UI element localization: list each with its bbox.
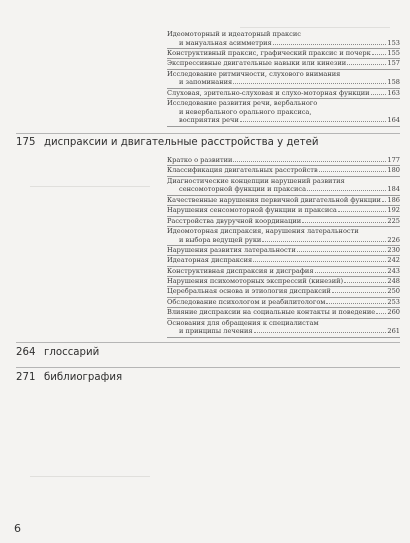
toc-leader — [302, 222, 386, 223]
toc-leader — [254, 332, 387, 333]
bleed-through-line — [30, 476, 150, 477]
toc-leader — [382, 201, 386, 202]
toc-entry-text: и выбора ведущей руки — [179, 235, 262, 244]
toc-entry-text: Нарушения сенсомоторной функции и праксиса — [167, 206, 337, 215]
toc-page: 164 — [387, 116, 400, 125]
toc-leader — [332, 292, 387, 293]
toc-entry-text: Конструктивный праксис, графический праксис и почерк — [167, 48, 371, 57]
toc-page: 158 — [387, 78, 400, 87]
toc-entry-text: Основания для обращения к специалистам — [167, 318, 319, 327]
toc-entry-text: Нарушения развития латеральности — [167, 245, 296, 254]
section-title: глоссарий — [44, 347, 100, 358]
toc-leader — [233, 83, 386, 84]
toc-entry-text: Кратко о развитии — [167, 156, 233, 164]
toc-entry-text: Идеомоторный и идеаторный праксис — [167, 30, 301, 38]
toc-entry-text: сенсомоторной функции и праксиса — [179, 185, 306, 194]
toc-leader — [253, 261, 386, 262]
toc-leader — [319, 171, 387, 172]
toc-entry-text: Исследование ритмичности, слухового внимания — [167, 69, 341, 78]
toc-entry — [167, 217, 400, 227]
toc-entry-text: Расстройства двуручной координации — [167, 216, 302, 225]
toc-page: 157 — [387, 59, 400, 68]
toc-leader — [347, 64, 386, 65]
toc-page: 250 — [387, 287, 400, 296]
toc-entry — [167, 319, 400, 338]
toc-entry-text: и мануальная асимметрия — [179, 38, 272, 47]
chapter-divider — [16, 133, 400, 134]
toc-leader — [372, 54, 387, 55]
toc-leader — [326, 303, 386, 304]
toc-leader — [344, 282, 386, 283]
toc-page: 180 — [387, 166, 400, 175]
toc-page: 184 — [387, 185, 400, 194]
toc-entry — [167, 70, 400, 89]
toc-page: 163 — [387, 88, 400, 97]
toc-entry — [167, 166, 400, 176]
chapter-page-number: 175 — [16, 137, 36, 148]
toc-entry — [167, 298, 400, 308]
toc-entry-text: Слуховая, зрительно-слуховая и слухо-моторная функции — [167, 88, 370, 97]
toc-entry — [167, 256, 400, 266]
toc-entry-text: и запоминания — [179, 78, 233, 87]
section-page-number: 271 — [16, 372, 36, 383]
toc-entry-text: Диагностические концепции нарушений развития — [167, 176, 345, 185]
bleed-through-line — [240, 27, 390, 28]
toc-page: 192 — [387, 206, 400, 215]
toc-entry-text: и невербального орального праксиса, — [179, 107, 312, 116]
toc-leader — [297, 251, 387, 252]
toc-entry-text: Идеомоторная диспраксия, нарушения латеральности — [167, 226, 359, 235]
toc-page: 153 — [387, 38, 400, 47]
toc-page: 155 — [387, 48, 400, 57]
toc-leader — [262, 241, 386, 242]
toc-leader — [307, 190, 386, 191]
toc-page: 260 — [387, 308, 400, 317]
toc-entry — [167, 177, 400, 196]
section-divider — [16, 367, 400, 368]
toc-entry — [167, 49, 400, 59]
toc-page: 230 — [387, 245, 400, 254]
toc-entry-text: Исследование развития речи, вербального — [167, 99, 318, 108]
toc-entry-text: Классификация двигательных расстройств — [167, 166, 318, 175]
section-title: библиография — [44, 372, 123, 383]
toc-page: 242 — [387, 256, 400, 265]
toc-entry — [167, 156, 400, 166]
toc-page: 253 — [387, 297, 400, 306]
toc-entry — [167, 246, 400, 256]
toc-page: 177 — [387, 156, 400, 164]
toc-page: 225 — [387, 216, 400, 225]
toc-entry-text: Конструктивная диспраксия и дисграфия — [167, 266, 314, 275]
toc-entry — [167, 267, 400, 277]
chapter-title: диспраксии и двигательные расстройства у детей — [44, 137, 319, 148]
toc-entry-text: восприятия речи — [179, 116, 239, 125]
toc-entry-text: Экспрессивные двигательные навыки или кинезии — [167, 59, 347, 68]
toc-leader — [273, 44, 387, 45]
toc-page: 226 — [387, 235, 400, 244]
toc-leader — [371, 94, 387, 95]
bleed-through-line — [30, 186, 150, 187]
toc-entry — [167, 30, 400, 49]
toc-page: 261 — [387, 327, 400, 336]
section-page-number: 264 — [16, 347, 36, 358]
toc-leader — [233, 161, 386, 162]
toc-entry — [167, 196, 400, 206]
toc-leader — [376, 313, 386, 314]
toc-entry-text: Идеаторная диспраксия — [167, 256, 253, 265]
chapter-heading — [16, 137, 319, 148]
toc-page: 248 — [387, 277, 400, 286]
section-heading-bibliography — [16, 372, 122, 383]
section-divider — [16, 342, 400, 343]
section-heading-glossary — [16, 347, 99, 358]
toc-page: 186 — [387, 195, 400, 204]
toc-entry — [167, 59, 400, 69]
toc-entry-text: Качественные нарушения первичной двигательной функции — [167, 195, 381, 204]
toc-leader — [240, 121, 387, 122]
toc-entry — [167, 99, 400, 127]
toc-entry-text: Нарушения психомоторных экспрессий (кинезий) — [167, 277, 344, 286]
toc-entry-text: Обследование психологом и реабилитологом — [167, 297, 326, 306]
toc-entry — [167, 89, 400, 99]
toc-entry-text: и принципы лечения — [179, 327, 253, 336]
toc-chapter-block — [167, 156, 400, 338]
toc-leader — [338, 211, 387, 212]
toc-leader — [315, 272, 387, 273]
page-number: 6 — [14, 522, 21, 535]
toc-top-block — [167, 30, 400, 127]
toc-entry-text: Влияние диспраксии на социальные контакты и поведение — [167, 308, 376, 317]
toc-entry — [167, 227, 400, 246]
toc-entry — [167, 206, 400, 216]
toc-entry — [167, 308, 400, 318]
toc-page: 243 — [387, 266, 400, 275]
toc-entry-text: Церебральная основа и этиология диспраксий — [167, 287, 331, 296]
toc-entry — [167, 277, 400, 287]
toc-entry — [167, 287, 400, 297]
